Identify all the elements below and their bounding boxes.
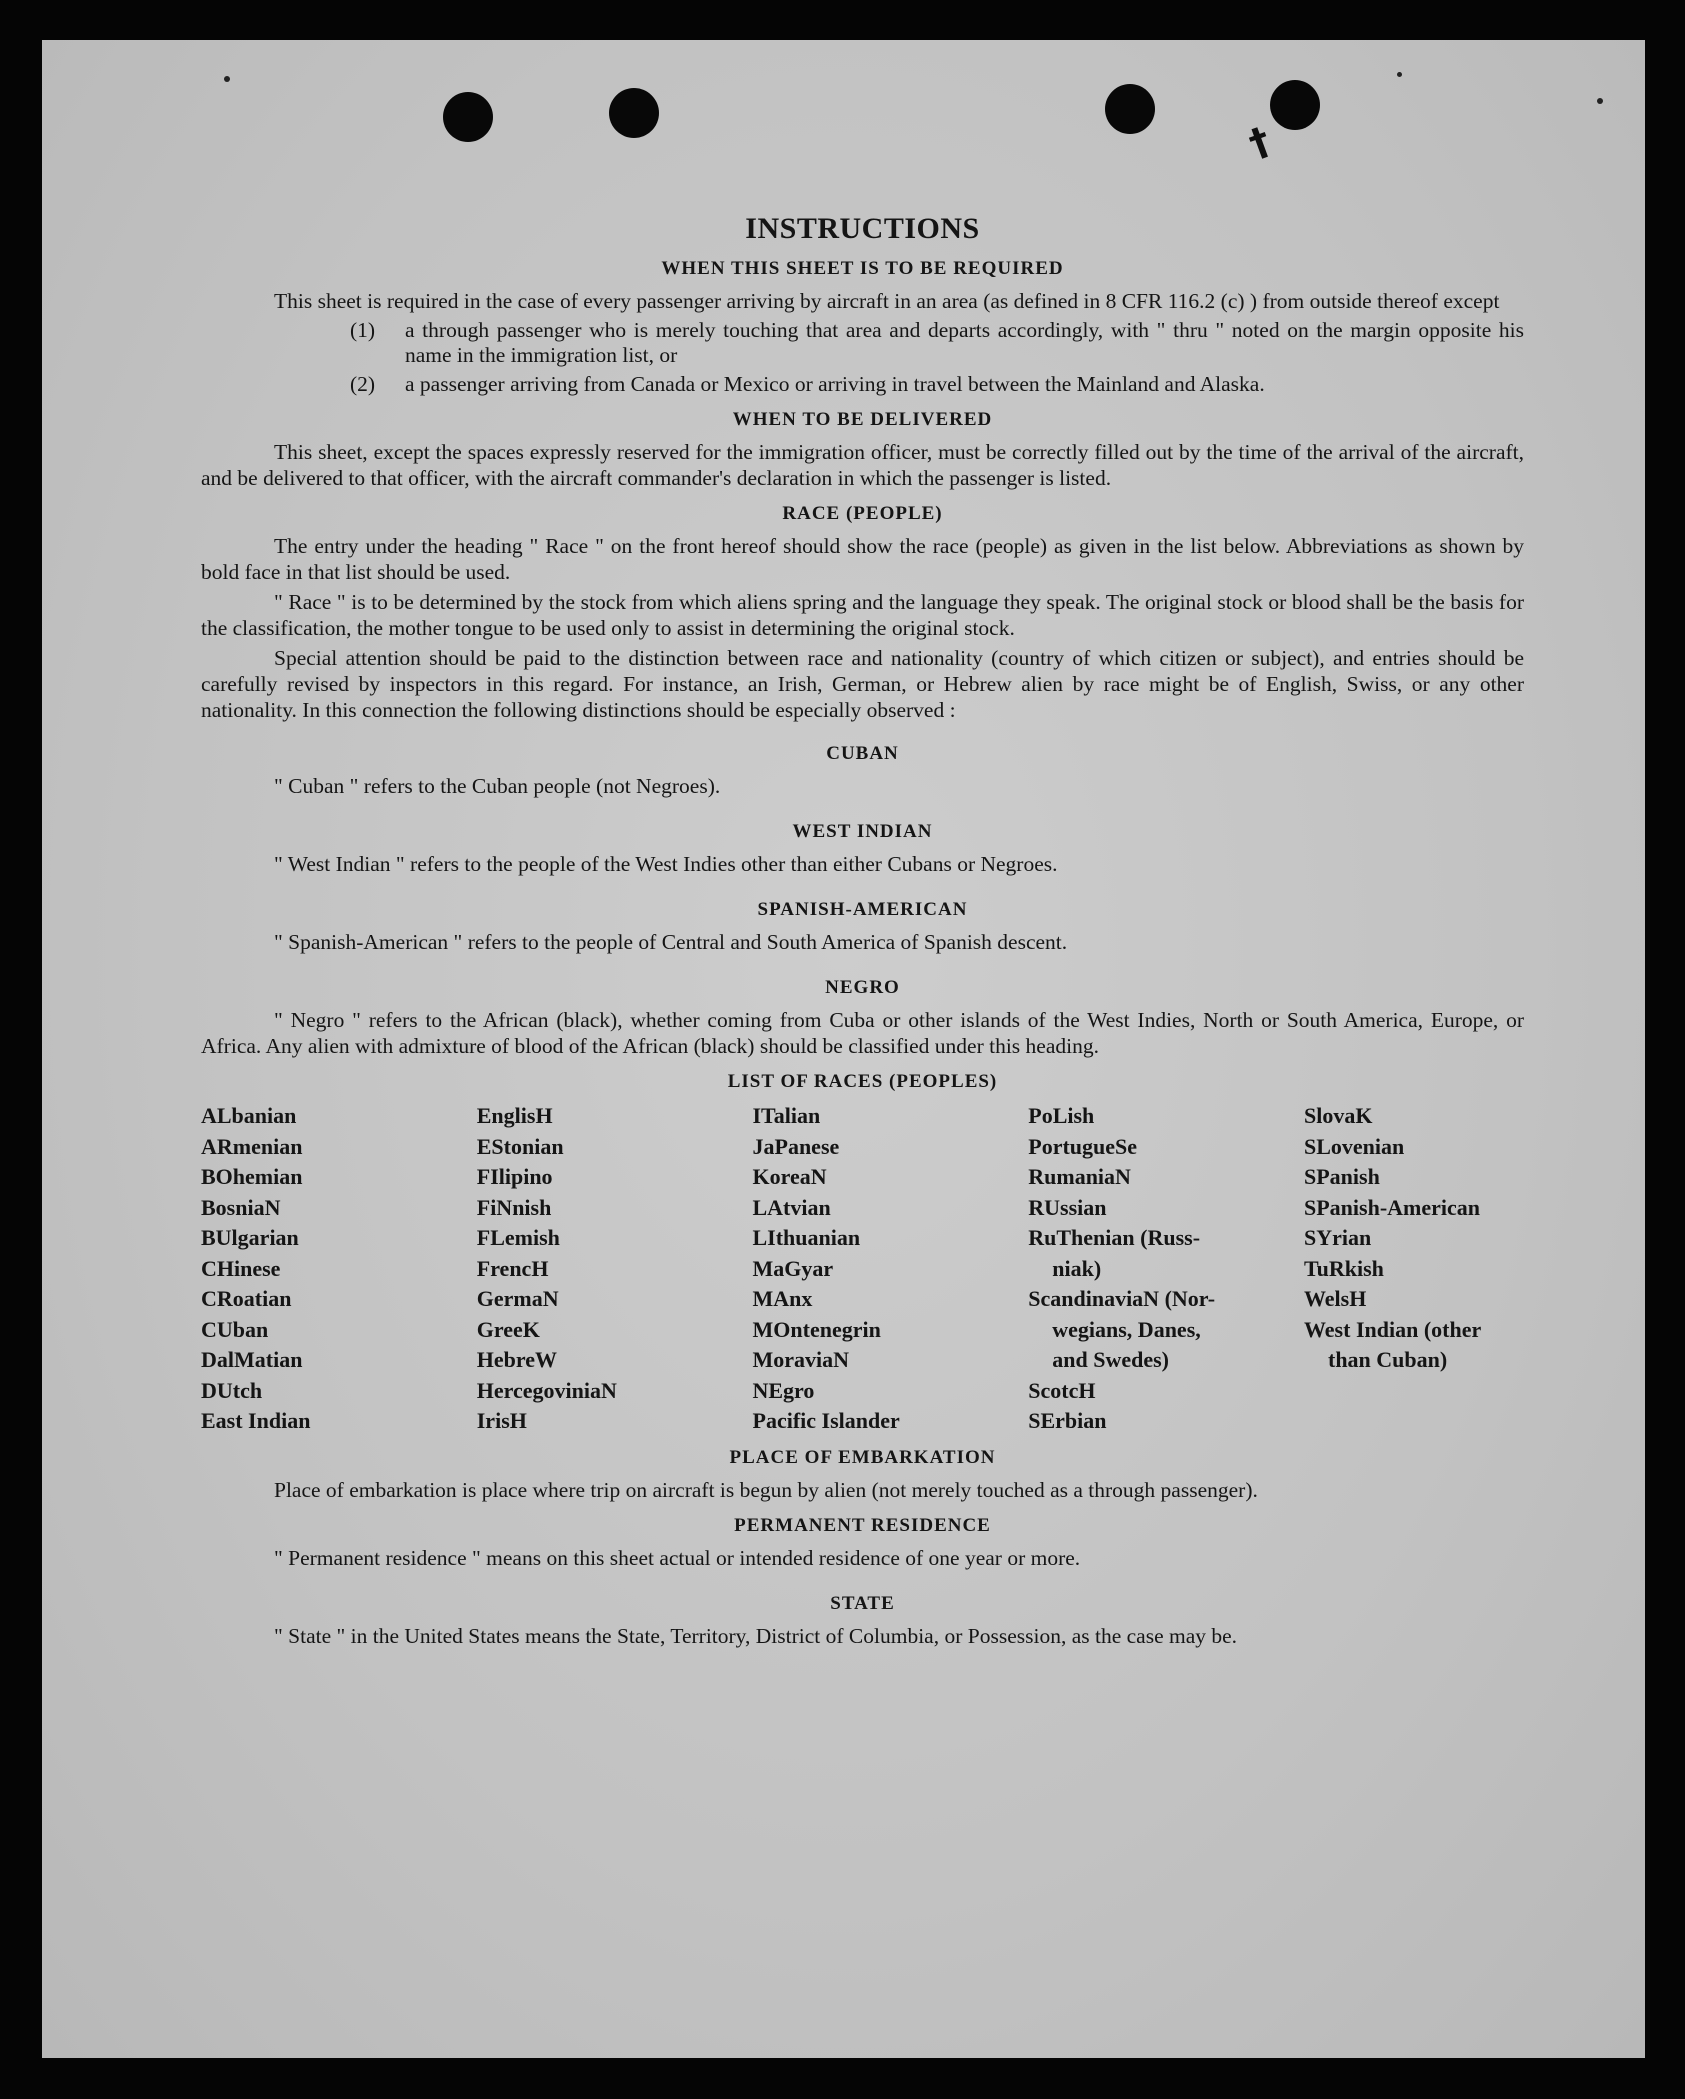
document-sheet xyxy=(42,40,1645,2058)
race-entry: HebreW xyxy=(476,1347,557,1372)
race-paragraph-3: Special attention should be paid to the distinction between race and nationality (country of which citizen or subject), and entries should be carefully revised by inspectors in this regard. For instance, an Irish, German, or Hebrew alien by race might be of English, Swiss, or any other nationality. In this connection the following distinctions should be especially observed : xyxy=(201,646,1524,722)
race-entry: GreeK xyxy=(476,1316,540,1342)
race-entry: SYrian xyxy=(1304,1225,1372,1250)
cuban-text: " Cuban " refers to the Cuban people (not Negroes). xyxy=(274,774,721,798)
list-of-races-heading: LIST OF RACES (PEOPLES) xyxy=(727,1071,998,1092)
exception-item xyxy=(201,372,1524,397)
race-entry: RuThenian (Russ- xyxy=(1028,1225,1201,1250)
instructions-title: INSTRUCTIONS xyxy=(745,212,980,245)
race-paragraph-2: " Race " is to be determined by the stock from which aliens spring and the language they speak. The original stock or blood shall be the basis for the classification, the mother tongue to be used only to assist in determining the original stock. xyxy=(201,590,1524,640)
race-entry: SPanish-American xyxy=(1304,1194,1480,1220)
race-entry: PortugueSe xyxy=(1028,1133,1138,1159)
race-entry: ITalian xyxy=(752,1103,821,1128)
race-entry: IrisH xyxy=(476,1408,527,1433)
race-entry: GermaN xyxy=(476,1286,559,1311)
race-entry: Pacific Islander xyxy=(752,1408,900,1433)
race-entry: MOntenegrin xyxy=(752,1316,881,1342)
race-entry: CUban xyxy=(201,1316,269,1342)
punch-hole-3 xyxy=(1105,84,1155,134)
state-heading: STATE xyxy=(830,1592,895,1614)
ink-speck xyxy=(1597,98,1603,104)
race-entry: SLovenian xyxy=(1304,1133,1405,1159)
races-column-2 xyxy=(477,1101,742,1437)
exception-number: (1) xyxy=(350,318,376,342)
races-column-3 xyxy=(753,1101,1018,1437)
race-entry: KoreaN xyxy=(752,1164,827,1189)
race-entry: RumaniaN xyxy=(1028,1164,1131,1189)
race-entry: ARmenian xyxy=(201,1133,303,1159)
race-entry: CHinese xyxy=(201,1255,281,1281)
race-entry: East Indian xyxy=(201,1408,311,1433)
race-entry-continued: wegians, Danes, xyxy=(1052,1316,1201,1342)
race-entry: MAnx xyxy=(752,1286,813,1311)
state-text: " State " in the United States means the State, Territory, District of Columbia, or Possession, as the case may be. xyxy=(274,1623,1238,1648)
when-delivered-heading: WHEN TO BE DELIVERED xyxy=(732,409,993,430)
race-entry: ALbanian xyxy=(201,1103,297,1128)
races-column-5 xyxy=(1304,1101,1524,1437)
races-list xyxy=(201,1101,1524,1437)
race-entry: WelsH xyxy=(1304,1286,1367,1311)
race-entry: LIthuanian xyxy=(752,1225,861,1250)
race-entry: NEgro xyxy=(752,1377,815,1403)
races-column-1 xyxy=(201,1101,466,1437)
negro-text: " Negro " refers to the African (black), whether coming from Cuba or other islands of the West Indies, North or South America, Europe, or Africa. Any alien with admixture of blood of the African (black) should be classified under this heading. xyxy=(201,1008,1524,1058)
race-entry-continued: than Cuban) xyxy=(1328,1347,1448,1372)
race-entry: JaPanese xyxy=(752,1133,840,1159)
race-entry-continued: and Swedes) xyxy=(1052,1347,1169,1372)
race-entry: BosniaN xyxy=(201,1194,281,1220)
spanish-american-text: " Spanish-American " refers to the people of Central and South America of Spanish descent. xyxy=(274,930,1068,954)
exception-number: (2) xyxy=(350,372,376,396)
race-entry: TuRkish xyxy=(1304,1255,1384,1281)
race-entry: LAtvian xyxy=(752,1194,831,1220)
race-entry: FLemish xyxy=(476,1225,560,1250)
west-indian-heading: WEST INDIAN xyxy=(792,821,933,842)
exception-item xyxy=(201,318,1524,368)
ink-speck xyxy=(1397,72,1402,77)
race-entry: West Indian (other xyxy=(1304,1316,1482,1342)
race-entry: BUlgarian xyxy=(201,1225,299,1250)
race-paragraph-1: The entry under the heading " Race " on the front hereof should show the race (people) as given in the list below. Abbreviations as shown by bold face in that list should be used. xyxy=(201,534,1524,584)
when-required-intro: This sheet is required in the case of every passenger arriving by aircraft in an area (as defined in 8 CFR 116.2 (c) ) from outside thereof except xyxy=(274,289,1500,313)
negro-heading: NEGRO xyxy=(825,977,900,998)
when-delivered-text: This sheet, except the spaces expressly reserved for the immigration officer, must be correctly filled out by the time of the arrival of the aircraft, and be delivered to that officer, with the aircraft commander's declaration in which the passenger is listed. xyxy=(201,440,1524,490)
exceptions-list xyxy=(201,318,1524,397)
race-entry-continued: niak) xyxy=(1052,1255,1102,1281)
race-entry: SPanish xyxy=(1304,1164,1380,1189)
spanish-american-heading: SPANISH-AMERICAN xyxy=(757,899,968,920)
race-entry: FrencH xyxy=(476,1255,549,1281)
race-entry: RUssian xyxy=(1028,1194,1107,1220)
race-entry: DUtch xyxy=(201,1377,263,1403)
race-entry: SlovaK xyxy=(1304,1103,1373,1128)
races-column-4 xyxy=(1028,1101,1293,1437)
race-entry: EnglisH xyxy=(476,1103,553,1128)
embarkation-text: Place of embarkation is place where trip on aircraft is begun by alien (not merely touched as a through passenger). xyxy=(274,1477,1258,1502)
race-entry: EStonian xyxy=(476,1133,564,1159)
race-entry: ScotcH xyxy=(1028,1377,1096,1403)
race-entry: ScandinaviaN (Nor- xyxy=(1028,1286,1216,1311)
exception-text: a through passenger who is merely touching that area and departs accordingly, with " thru " noted on the margin opposite his name in the immigration list, or xyxy=(405,318,1524,367)
instructions-content xyxy=(201,172,1524,1653)
race-entry: MoraviaN xyxy=(752,1347,850,1372)
race-entry: BOhemian xyxy=(201,1164,303,1189)
race-entry: PoLish xyxy=(1028,1103,1095,1128)
punch-hole-1 xyxy=(443,92,493,142)
when-required-heading: WHEN THIS SHEET IS TO BE REQUIRED xyxy=(661,258,1064,279)
embarkation-heading: PLACE OF EMBARKATION xyxy=(729,1446,996,1468)
race-entry: FiNnish xyxy=(476,1194,552,1220)
race-entry: FIlipino xyxy=(476,1164,553,1189)
handwritten-mark: † xyxy=(1243,118,1276,166)
residence-text: " Permanent residence " means on this sheet actual or intended residence of one year or more. xyxy=(274,1545,1081,1570)
west-indian-text: " West Indian " refers to the people of the West Indies other than either Cubans or Negroes. xyxy=(274,852,1058,876)
race-heading: RACE (PEOPLE) xyxy=(782,503,943,524)
punch-hole-4 xyxy=(1270,80,1320,130)
punch-hole-2 xyxy=(609,88,659,138)
race-entry: HercegoviniaN xyxy=(476,1377,617,1403)
ink-speck xyxy=(224,76,230,82)
race-entry: SErbian xyxy=(1028,1408,1107,1433)
exception-text: a passenger arriving from Canada or Mexico or arriving in travel between the Mainland and Alaska. xyxy=(405,372,1265,396)
race-entry: DalMatian xyxy=(201,1347,303,1372)
cuban-heading: CUBAN xyxy=(826,743,899,764)
race-entry: CRoatian xyxy=(201,1286,292,1311)
race-entry: MaGyar xyxy=(752,1255,834,1281)
residence-heading: PERMANENT RESIDENCE xyxy=(734,1514,991,1536)
